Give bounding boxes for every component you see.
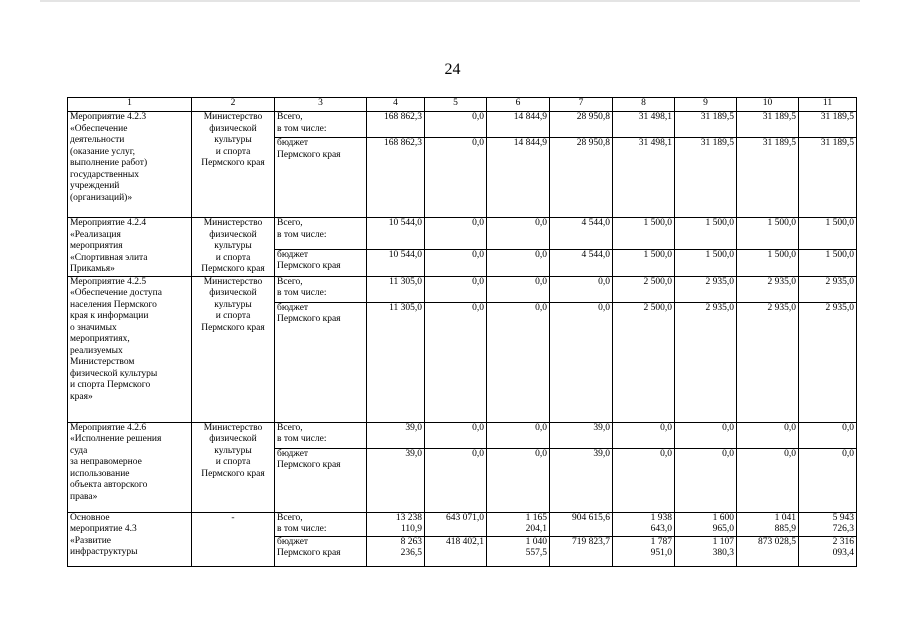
- budget-label: [275, 448, 367, 512]
- text-line: 1 165: [525, 512, 547, 523]
- text-line: и спорта: [215, 146, 251, 157]
- text-line: 951,0: [650, 548, 672, 558]
- total-value: 0,0: [550, 276, 613, 302]
- budget-value: 0,0: [425, 302, 487, 422]
- total-value: 0,0: [675, 422, 737, 448]
- text-line: Пермского края: [201, 264, 265, 274]
- text-line: выполнение работ): [70, 158, 148, 168]
- text-line: Пермского края: [277, 261, 341, 272]
- budget-value: 10 544,0: [367, 249, 425, 276]
- text-line: Прикамья»: [70, 264, 115, 274]
- text-line: 13 238: [395, 512, 422, 523]
- total-value: 2 935,0: [799, 276, 857, 302]
- budget-value: 0,0: [487, 448, 550, 512]
- text-line: физической: [209, 434, 257, 444]
- text-line: 965,0: [712, 524, 734, 534]
- text-line: 643,0: [650, 524, 672, 534]
- total-value: 0,0: [799, 422, 857, 448]
- executor: [192, 112, 275, 218]
- budget-value: [550, 536, 613, 566]
- text-line: Всего,: [277, 422, 303, 433]
- text-line: культуры: [214, 299, 252, 310]
- total-value: 1 500,0: [799, 218, 857, 250]
- budget-value: 0,0: [487, 249, 550, 276]
- text-line: и спорта Пермского: [70, 380, 151, 390]
- column-number-3: 3: [275, 98, 367, 112]
- executor: [192, 422, 275, 512]
- text-line: Мероприятие 4.2.6: [70, 422, 147, 433]
- text-line: 1 041: [774, 512, 796, 523]
- text-line: -: [231, 512, 235, 523]
- text-line: 236,5: [400, 548, 422, 558]
- text-line: Пермского края: [201, 468, 265, 479]
- total-value: 2 500,0: [613, 276, 675, 302]
- executor: [192, 218, 275, 277]
- text-line: мероприятиях,: [70, 334, 130, 344]
- budget-value: [367, 536, 425, 566]
- budget-label: [275, 536, 367, 566]
- text-line: объекта авторского: [70, 480, 148, 490]
- text-line: Всего,: [277, 218, 303, 228]
- total-value: 0,0: [487, 218, 550, 250]
- text-line: бюджет: [277, 536, 309, 547]
- text-line: 719 823,7: [572, 536, 610, 547]
- text-line: 557,5: [525, 548, 547, 558]
- budget-label: [275, 249, 367, 276]
- total-value: [550, 512, 613, 536]
- text-line: и спорта: [215, 457, 251, 467]
- text-line: бюджет: [277, 302, 309, 313]
- text-line: государственных: [70, 169, 140, 180]
- budget-value: 2 935,0: [675, 302, 737, 422]
- text-line: за неправомерное: [70, 457, 142, 467]
- budget-value: 0,0: [675, 448, 737, 512]
- text-line: культуры: [214, 135, 252, 145]
- budget-value: 11 305,0: [367, 302, 425, 422]
- total-value: 14 844,9: [487, 112, 550, 138]
- total-value: 0,0: [613, 422, 675, 448]
- text-line: права»: [70, 491, 98, 502]
- budget-value: 39,0: [550, 448, 613, 512]
- text-line: Всего,: [277, 512, 303, 523]
- text-line: Пермского края: [201, 322, 265, 333]
- text-line: мероприятие 4.3: [70, 524, 137, 534]
- text-line: Пермского края: [277, 149, 341, 160]
- budget-value: [613, 536, 675, 566]
- text-line: «Исполнение решения: [70, 434, 162, 444]
- text-line: 110,9: [400, 524, 422, 534]
- total-value: 0,0: [487, 276, 550, 302]
- text-line: Министерство: [203, 112, 263, 122]
- total-value: 10 544,0: [367, 218, 425, 250]
- total-label: [275, 422, 367, 448]
- table-row-total: [68, 422, 857, 448]
- text-line: 418 402,1: [446, 536, 484, 547]
- total-label: [275, 218, 367, 250]
- total-value: 0,0: [425, 218, 487, 250]
- text-line: в том числе:: [277, 524, 327, 534]
- budget-value: 31 498,1: [613, 138, 675, 218]
- executor: [192, 512, 275, 566]
- total-value: [487, 512, 550, 536]
- budget-value: 39,0: [367, 448, 425, 512]
- text-line: 904 615,6: [572, 512, 610, 523]
- text-line: реализуемых: [70, 345, 123, 356]
- budget-table: [67, 97, 857, 567]
- text-line: Основное: [70, 512, 110, 523]
- table-row-total: [68, 276, 857, 302]
- column-number-8: 8: [613, 98, 675, 112]
- text-line: «Обеспечение: [70, 123, 128, 134]
- text-line: физической: [209, 288, 257, 298]
- text-line: 2 316: [832, 536, 854, 547]
- total-value: [425, 512, 487, 536]
- text-line: Министерство: [203, 218, 263, 228]
- header-row: [68, 98, 857, 112]
- text-line: 1 787: [650, 536, 672, 547]
- text-line: 380,3: [712, 548, 734, 558]
- measure-title: [68, 276, 192, 422]
- budget-value: 2 935,0: [799, 302, 857, 422]
- budget-value: 31 189,5: [799, 138, 857, 218]
- budget-value: 1 500,0: [799, 249, 857, 276]
- text-line: (организаций)»: [70, 192, 133, 203]
- text-line: Министерство: [203, 276, 263, 287]
- text-line: бюджет: [277, 448, 309, 459]
- measure-title: [68, 512, 192, 566]
- total-value: 2 935,0: [737, 276, 799, 302]
- column-number-5: 5: [425, 98, 487, 112]
- column-number-10: 10: [737, 98, 799, 112]
- text-line: «Обеспечение доступа: [70, 288, 162, 298]
- text-line: бюджет: [277, 138, 309, 148]
- text-line: и спорта: [215, 311, 251, 321]
- total-value: [737, 512, 799, 536]
- budget-value: 4 544,0: [550, 249, 613, 276]
- total-value: 31 498,1: [613, 112, 675, 138]
- text-line: мероприятия: [70, 241, 123, 251]
- total-value: 31 189,5: [737, 112, 799, 138]
- budget-value: 14 844,9: [487, 138, 550, 218]
- text-line: Пермского края: [277, 460, 341, 470]
- text-line: физической: [209, 229, 257, 240]
- column-number-6: 6: [487, 98, 550, 112]
- text-line: «Развитие: [70, 535, 112, 546]
- text-line: о значимых: [70, 322, 117, 333]
- budget-value: 0,0: [737, 448, 799, 512]
- total-value: 168 862,3: [367, 112, 425, 138]
- text-line: «Реализация: [70, 229, 121, 240]
- total-value: [367, 512, 425, 536]
- measure-title: [68, 112, 192, 218]
- total-value: 0,0: [487, 422, 550, 448]
- total-value: 0,0: [425, 276, 487, 302]
- text-line: использование: [70, 468, 130, 479]
- total-value: 1 500,0: [613, 218, 675, 250]
- total-value: 0,0: [737, 422, 799, 448]
- text-line: Всего,: [277, 276, 303, 287]
- text-line: 1 938: [650, 512, 672, 523]
- total-value: 1 500,0: [675, 218, 737, 250]
- budget-value: 1 500,0: [613, 249, 675, 276]
- text-line: 093,4: [832, 548, 854, 558]
- text-line: Мероприятие 4.2.5: [70, 276, 147, 287]
- budget-value: 2 935,0: [737, 302, 799, 422]
- column-number-9: 9: [675, 98, 737, 112]
- total-value: [675, 512, 737, 536]
- text-line: деятельности: [70, 135, 125, 145]
- budget-value: 0,0: [613, 448, 675, 512]
- text-line: 5 943: [832, 512, 854, 523]
- executor: [192, 276, 275, 422]
- text-line: в том числе:: [277, 123, 327, 134]
- total-value: 11 305,0: [367, 276, 425, 302]
- table-row-total: [68, 218, 857, 250]
- budget-value: [737, 536, 799, 566]
- total-label: [275, 512, 367, 536]
- text-line: в том числе:: [277, 288, 327, 298]
- budget-value: 0,0: [425, 138, 487, 218]
- text-line: края»: [70, 391, 93, 402]
- text-line: Пермского края: [201, 158, 265, 168]
- text-line: культуры: [214, 445, 252, 456]
- text-line: культуры: [214, 241, 252, 251]
- budget-value: 31 189,5: [675, 138, 737, 218]
- text-line: Мероприятие 4.2.3: [70, 112, 147, 122]
- budget-value: 0,0: [425, 249, 487, 276]
- text-line: (оказание услуг,: [70, 146, 135, 157]
- budget-value: 168 862,3: [367, 138, 425, 218]
- text-line: Пермского края: [277, 548, 341, 558]
- table-row-total: [68, 112, 857, 138]
- total-value: 1 500,0: [737, 218, 799, 250]
- budget-value: 31 189,5: [737, 138, 799, 218]
- total-value: 0,0: [425, 422, 487, 448]
- column-number-1: 1: [68, 98, 192, 112]
- text-line: 643 071,0: [446, 512, 484, 523]
- total-value: 39,0: [367, 422, 425, 448]
- budget-value: 1 500,0: [737, 249, 799, 276]
- text-line: Министерство: [203, 422, 263, 433]
- total-value: [799, 512, 857, 536]
- total-label: [275, 276, 367, 302]
- budget-label: [275, 138, 367, 218]
- text-line: Мероприятие 4.2.4: [70, 218, 147, 228]
- text-line: учреждений: [70, 181, 120, 191]
- text-line: инфраструктуры: [70, 547, 138, 557]
- text-line: «Спортивная элита: [70, 252, 148, 263]
- text-line: 873 028,5: [758, 536, 796, 547]
- budget-value: [675, 536, 737, 566]
- measure-title: [68, 218, 192, 277]
- top-edge-line: [40, 0, 860, 2]
- text-line: Пермского края: [277, 314, 341, 324]
- text-line: в том числе:: [277, 229, 327, 240]
- column-number-7: 7: [550, 98, 613, 112]
- column-number-11: 11: [799, 98, 857, 112]
- budget-value: [487, 536, 550, 566]
- total-value: 39,0: [550, 422, 613, 448]
- total-value: [613, 512, 675, 536]
- text-line: физической культуры: [70, 368, 158, 379]
- text-line: 8 263: [400, 536, 422, 547]
- text-line: края к информации: [70, 311, 149, 321]
- text-line: Министерством: [70, 357, 135, 367]
- text-line: 1 600: [712, 512, 734, 523]
- text-line: 204,1: [525, 524, 547, 534]
- budget-value: 0,0: [799, 448, 857, 512]
- column-number-2: 2: [192, 98, 275, 112]
- budget-value: 0,0: [487, 302, 550, 422]
- total-value: 2 935,0: [675, 276, 737, 302]
- table-row-total: [68, 512, 857, 536]
- total-value: 4 544,0: [550, 218, 613, 250]
- text-line: и спорта: [215, 252, 251, 263]
- total-value: 0,0: [425, 112, 487, 138]
- budget-value: 0,0: [425, 448, 487, 512]
- text-line: 1 040: [525, 536, 547, 547]
- text-line: Всего,: [277, 112, 303, 122]
- text-line: 885,9: [774, 524, 796, 534]
- total-value: 31 189,5: [799, 112, 857, 138]
- total-value: 31 189,5: [675, 112, 737, 138]
- budget-value: 0,0: [550, 302, 613, 422]
- column-number-4: 4: [367, 98, 425, 112]
- text-line: 1 107: [712, 536, 734, 547]
- budget-value: 1 500,0: [675, 249, 737, 276]
- budget-value: 2 500,0: [613, 302, 675, 422]
- text-line: суда: [70, 445, 88, 456]
- budget-label: [275, 302, 367, 422]
- page-number: 24: [444, 61, 461, 78]
- budget-value: 28 950,8: [550, 138, 613, 218]
- text-line: бюджет: [277, 249, 309, 260]
- total-value: 28 950,8: [550, 112, 613, 138]
- budget-value: [799, 536, 857, 566]
- measure-title: [68, 422, 192, 512]
- text-line: 726,3: [832, 524, 854, 534]
- text-line: физической: [209, 123, 257, 134]
- text-line: в том числе:: [277, 434, 327, 444]
- budget-value: [425, 536, 487, 566]
- total-label: [275, 112, 367, 138]
- text-line: населения Пермского: [70, 299, 157, 310]
